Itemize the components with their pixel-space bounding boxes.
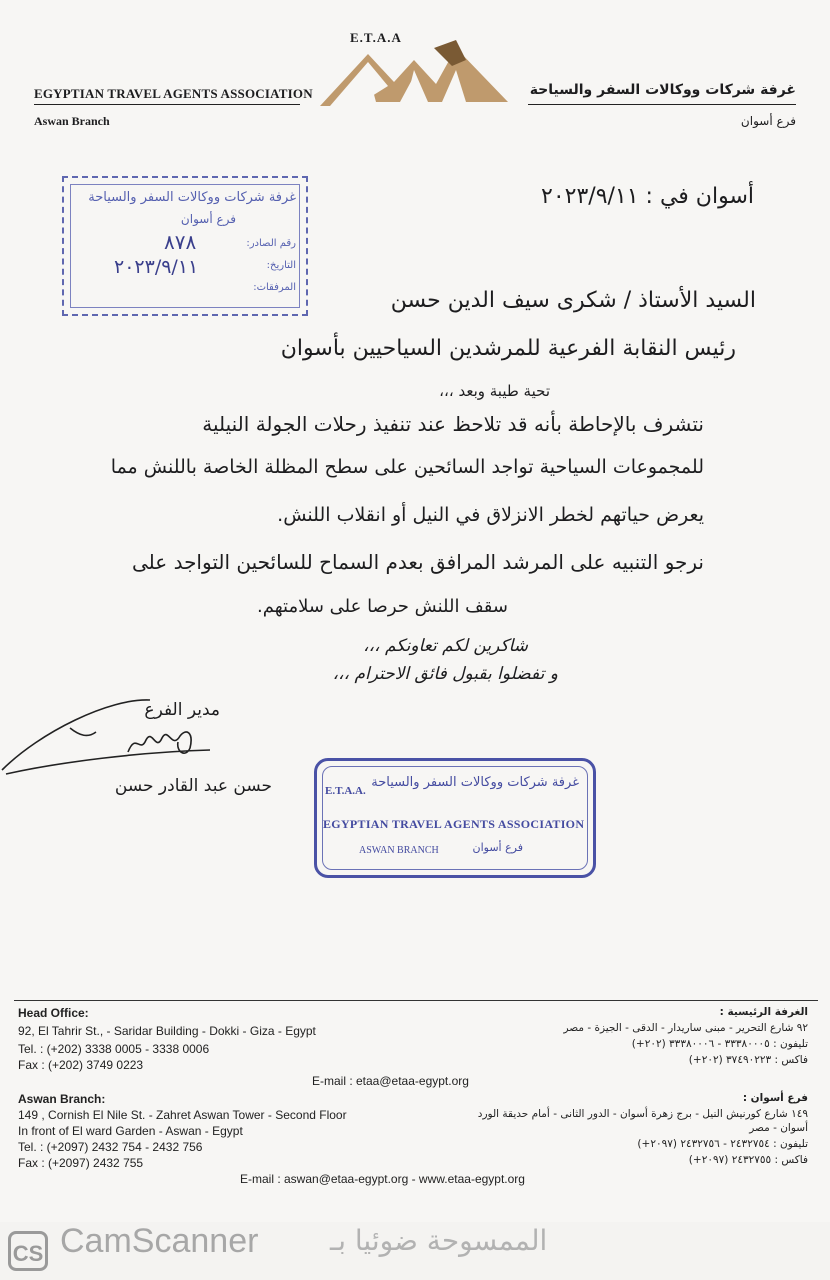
header-ar-branch: فرع أسوان: [740, 114, 796, 128]
closing-thanks: شاكرين لكم تعاونكم ،،،: [363, 636, 528, 656]
footer-aswan-address-1: 149 , Cornish El Nile St. - Zahret Aswan Tower - Second Floor: [18, 1108, 347, 1122]
footer-ar-aswan-address-2: أسوان - مصر: [749, 1122, 808, 1134]
reference-stamp-label-date: التاريخ:: [266, 260, 296, 271]
camscanner-logo-icon: CS: [8, 1231, 48, 1271]
association-stamp-en-branch: ASWAN BRANCH: [359, 845, 439, 856]
footer-rule: [14, 1000, 818, 1001]
footer-ar-head-label: الغرفة الرئيسية :: [719, 1006, 808, 1018]
footer-head-office-tel: Tel. : (+202) 3338 0005 - 3338 0006: [18, 1042, 210, 1056]
footer-aswan-tel: Tel. : (+2097) 2432 754 - 2432 756: [18, 1140, 203, 1154]
association-stamp-ar-name: غرفة شركات ووكالات السفر والسياحة: [371, 775, 579, 790]
footer-email-aswan[interactable]: E-mail : aswan@etaa-egypt.org - www.etaa-egypt.org: [240, 1172, 525, 1186]
header-en-branch: Aswan Branch: [34, 114, 110, 128]
handwritten-signature-icon: [0, 692, 240, 782]
pyramids-logo-icon: [316, 30, 512, 112]
footer-ar-head-fax: فاكس : ٣٧٤٩٠٢٢٣ (٢٠٢+): [688, 1054, 808, 1066]
header-en-title: EGYPTIAN TRAVEL AGENTS ASSOCIATION: [34, 86, 313, 101]
signatory-title: مدير الفرع: [144, 700, 220, 720]
association-stamp-logo-text: E.T.A.A.: [325, 785, 366, 797]
footer-ar-aswan-address-1: ١٤٩ شارع كورنيش النيل - برج زهرة أسوان - الدور الثانى - أمام حديقة الورد: [477, 1108, 808, 1120]
paragraph-2-line-1: نرجو التنبيه على المرشد المرافق بعدم السماح للسائحين التواجد على: [131, 550, 704, 574]
header-rule-right: [528, 104, 796, 105]
footer-head-office-label: Head Office:: [18, 1006, 89, 1020]
footer-ar-head-tel: تليفون : ٣٣٣٨٠٠٠٥ - ٣٣٣٨٠٠٠٦ (٢٠٢+): [631, 1038, 808, 1050]
logo-text: E.T.A.A: [350, 30, 402, 45]
camscanner-arabic-text: الممسوحة ضوئيا بـ: [330, 1224, 548, 1257]
footer-email-main[interactable]: E-mail : etaa@etaa-egypt.org: [312, 1074, 469, 1088]
addressee-title: رئيس النقابة الفرعية للمرشدين السياحيين بأسوان: [280, 336, 736, 361]
association-stamp-ar-branch: فرع أسوان: [472, 841, 523, 854]
footer-ar-aswan-fax: فاكس : ٢٤٣٢٧٥٥ (٢٠٩٧+): [688, 1154, 808, 1166]
footer-aswan-label: Aswan Branch:: [18, 1092, 106, 1106]
paragraph-1-line-1: نتشرف بالإحاطة بأنه قد تلاحظ عند تنفيذ رحلات الجولة النيلية: [202, 412, 704, 436]
association-stamp-en-name: EGYPTIAN TRAVEL AGENTS ASSOCIATION: [323, 817, 585, 831]
camscanner-text: CamScanner: [60, 1222, 259, 1260]
signatory-name: حسن عبد القادر حسن: [114, 776, 272, 796]
reference-stamp-label-attachments: المرفقات:: [253, 282, 296, 293]
reference-stamp-label-ref: رقم الصادر:: [246, 238, 296, 249]
reference-number: ٨٧٨: [164, 230, 197, 254]
footer-ar-aswan-tel: تليفون : ٢٤٣٢٧٥٤ - ٢٤٣٢٧٥٦ (٢٠٩٧+): [637, 1138, 808, 1150]
footer-head-office-fax: Fax : (+202) 3749 0223: [18, 1058, 144, 1072]
paragraph-1-line-2: للمجموعات السياحية تواجد السائحين على سطح المظلة الخاصة باللنش مما: [110, 456, 704, 478]
reference-stamp-branch: فرع أسوان: [180, 212, 236, 226]
reference-date: ٢٠٢٣/٩/١١: [114, 256, 199, 278]
footer-aswan-address-2: In front of El ward Garden - Aswan - Egypt: [18, 1124, 243, 1138]
paragraph-2-line-2: سقف اللنش حرصا على سلامتهم.: [257, 596, 508, 617]
closing-regards: و تفضلوا بقبول فائق الاحترام ،،،: [332, 664, 558, 684]
header-rule-left: [34, 104, 300, 105]
footer-head-office-address: 92, El Tahrir St., - Saridar Building - Dokki - Giza - Egypt: [18, 1024, 316, 1038]
association-stamp: [314, 758, 596, 878]
addressee: السيد الأستاذ / شكرى سيف الدين حسن: [390, 288, 756, 313]
header-ar-title: غرفة شركات ووكالات السفر والسياحة: [529, 82, 796, 98]
paragraph-1-line-3: يعرض حياتهم لخطر الانزلاق في النيل أو انقلاب اللنش.: [277, 504, 704, 526]
reference-stamp: [62, 176, 308, 316]
reference-stamp-org: غرفة شركات ووكالات السفر والسياحة: [88, 190, 296, 205]
footer-ar-aswan-label: فرع أسوان :: [742, 1092, 808, 1104]
letter-date: أسوان في : ٢٠٢٣/٩/١١: [541, 184, 754, 209]
greeting: تحية طيبة وبعد ،،،: [439, 382, 550, 400]
footer-aswan-fax: Fax : (+2097) 2432 755: [18, 1156, 144, 1170]
footer-ar-head-address: ٩٢ شارع التحرير - مبنى ساريدار - الدقى - الجيزة - مصر: [563, 1022, 808, 1034]
